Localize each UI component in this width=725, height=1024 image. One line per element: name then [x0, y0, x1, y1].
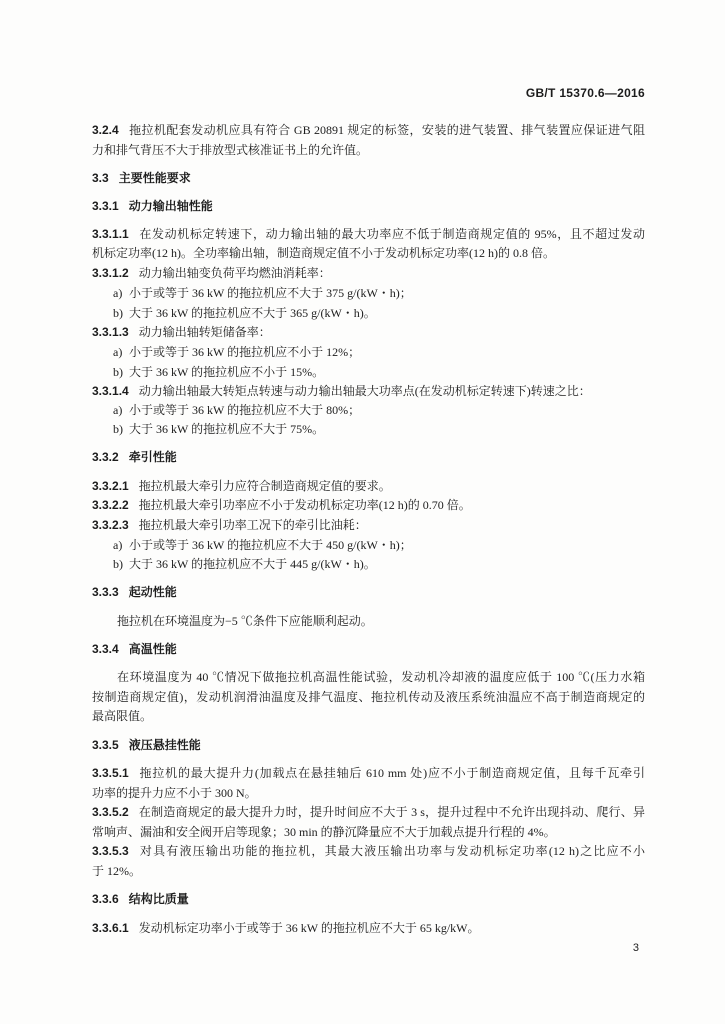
- section-title: 牵引性能: [128, 450, 177, 464]
- list-label: b): [113, 306, 123, 320]
- page-number: 3: [632, 942, 639, 954]
- list-label: a): [113, 538, 123, 552]
- list-label: b): [113, 557, 123, 571]
- paragraph-3-3-4-line-1: 在环境温度为 40 ℃情况下做拖拉机高温性能试验，发动机冷却液的温度应低于 100 ℃(压力水箱: [117, 670, 645, 684]
- list-item: [113, 420, 324, 438]
- section-heading-3-3-1: [92, 197, 213, 215]
- list-text: 大于 36 kW 的拖拉机应不小于 15%。: [129, 365, 325, 379]
- clause-3-3-5-1-line-2: 功率的提升力应不小于 300 N。: [92, 786, 257, 800]
- clause-3-2-4-line-1: [92, 121, 645, 139]
- clause-3-3-2-2: [92, 496, 471, 514]
- clause-number: 3.3.5.2: [92, 805, 129, 819]
- clause-3-3-5-2-line-2: 常响声、漏油和安全阀开启等现象；30 min 的静沉降量应不大于加载点提升行程的 4%。: [92, 825, 556, 839]
- clause-3-3-1-4: [92, 382, 591, 400]
- clause-3-3-5-2-line-1: [92, 803, 645, 821]
- list-text: 小于或等于 36 kW 的拖拉机应不大于 80%；: [129, 403, 361, 417]
- list-text: 小于或等于 36 kW 的拖拉机应不大于 375 g/(kW・h)；: [129, 286, 412, 300]
- section-number: 3.3.5: [92, 738, 119, 752]
- section-number: 3.3.2: [92, 450, 119, 464]
- section-heading-3-3-5: [92, 736, 201, 754]
- clause-number: 3.3.1.3: [92, 325, 129, 339]
- clause-text: 拖拉机最大牵引功率工况下的牵引比油耗：: [138, 518, 367, 532]
- list-item: [113, 304, 376, 322]
- clause-text: 动力输出轴最大转矩点转速与动力输出轴最大功率点(在发动机标定转速下)转速之比：: [138, 384, 591, 398]
- clause-3-3-1-1-line-1: [92, 225, 645, 243]
- section-title: 结构比质量: [128, 892, 189, 906]
- clause-number: 3.3.5.1: [92, 766, 129, 780]
- clause-number: 3.3.6.1: [92, 921, 129, 935]
- clause-text: 拖拉机最大牵引力应符合制造商规定值的要求。: [138, 479, 391, 493]
- clause-number: 3.3.1.4: [92, 384, 129, 398]
- list-text: 大于 36 kW 的拖拉机应不大于 445 g/(kW・h)。: [129, 557, 376, 571]
- list-label: a): [113, 403, 123, 417]
- clause-text: 动力输出轴转矩储备率：: [138, 325, 271, 339]
- standard-number-header: GB/T 15370.6—2016: [525, 86, 645, 100]
- list-text: 大于 36 kW 的拖拉机应不大于 75%。: [129, 422, 325, 436]
- clause-text: 拖拉机配套发动机应具有符合 GB 20891 规定的标签，安装的进气装置、排气装置应保证进气阻: [128, 123, 645, 137]
- section-heading-3-3-3: [92, 583, 177, 601]
- clause-text: 在制造商规定的最大提升力时，提升时间应不大于 3 s，提升过程中不允许出现抖动、爬行、异: [138, 805, 645, 819]
- list-item: [113, 363, 324, 381]
- section-title: 起动性能: [128, 585, 177, 599]
- clause-3-3-5-3-line-1: [92, 842, 645, 860]
- section-number: 3.3.4: [92, 642, 119, 656]
- clause-number: 3.3.2.1: [92, 479, 129, 493]
- clause-3-3-6-1: [92, 919, 479, 937]
- section-heading-3-3-6: [92, 890, 189, 908]
- clause-number: 3.3.2.3: [92, 518, 129, 532]
- section-title: 主要性能要求: [118, 171, 191, 185]
- clause-number: 3.2.4: [92, 123, 119, 137]
- clause-3-3-2-1: [92, 477, 391, 495]
- clause-3-2-4-line-2: 力和排气背压不大于排放型式核准证书上的允许值。: [92, 143, 369, 157]
- clause-text: 动力输出轴变负荷平均燃油消耗率：: [138, 266, 331, 280]
- clause-text: 拖拉机最大牵引功率应不小于发动机标定功率(12 h)的 0.70 倍。: [138, 498, 471, 512]
- section-number: 3.3: [92, 171, 109, 185]
- section-title: 动力输出轴性能: [128, 199, 213, 213]
- section-heading-3-3: [92, 169, 191, 187]
- clause-number: 3.3.2.2: [92, 498, 129, 512]
- list-label: b): [113, 365, 123, 379]
- clause-3-3-1-2: [92, 264, 331, 282]
- section-number: 3.3.3: [92, 585, 119, 599]
- paragraph-3-3-4-line-2: 按制造商规定值)，发动机润滑油温度及排气温度、拖拉机传动及液压系统油温应不高于制造商规定的: [92, 690, 645, 704]
- clause-text: 拖拉机的最大提升力(加载点在悬挂轴后 610 mm 处)应不小于制造商规定值，且每千瓦牵引: [138, 766, 645, 780]
- list-text: 大于 36 kW 的拖拉机应不大于 365 g/(kW・h)。: [129, 306, 376, 320]
- list-item: [113, 343, 360, 361]
- section-title: 液压悬挂性能: [128, 738, 201, 752]
- paragraph-3-3-4-line-3: 最高限值。: [92, 709, 153, 723]
- list-label: a): [113, 345, 123, 359]
- clause-number: 3.3.1.1: [92, 227, 129, 241]
- clause-3-3-5-1-line-1: [92, 764, 645, 782]
- section-number: 3.3.6: [92, 892, 119, 906]
- list-item: [113, 284, 412, 302]
- clause-3-3-1-3: [92, 323, 271, 341]
- clause-number: 3.3.5.3: [92, 844, 129, 858]
- clause-text: 对具有液压输出功能的拖拉机，其最大液压输出功率与发动机标定功率(12 h)之比应不小: [138, 844, 645, 858]
- clause-text: 在发动机标定转速下，动力输出轴的最大功率应不低于制造商规定值的 95%，且不超过发动: [138, 227, 645, 241]
- section-title: 高温性能: [128, 642, 177, 656]
- clause-text: 发动机标定功率小于或等于 36 kW 的拖拉机应不大于 65 kg/kW。: [138, 921, 480, 935]
- section-heading-3-3-2: [92, 448, 177, 466]
- section-number: 3.3.1: [92, 199, 119, 213]
- list-item: [113, 401, 360, 419]
- list-item: [113, 555, 376, 573]
- list-text: 小于或等于 36 kW 的拖拉机应不小于 12%；: [129, 345, 361, 359]
- list-label: a): [113, 286, 123, 300]
- clause-3-3-5-3-line-2: 于 12%。: [92, 864, 141, 878]
- section-heading-3-3-4: [92, 640, 177, 658]
- list-text: 小于或等于 36 kW 的拖拉机应不大于 450 g/(kW・h)；: [129, 538, 412, 552]
- clause-3-3-2-3: [92, 516, 367, 534]
- list-label: b): [113, 422, 123, 436]
- clause-number: 3.3.1.2: [92, 266, 129, 280]
- paragraph-3-3-3: 拖拉机在环境温度为−5 ℃条件下应能顺利起动。: [117, 614, 373, 628]
- clause-3-3-1-1-line-2: 机标定功率(12 h)。全功率输出轴，制造商规定值不小于发动机标定功率(12 h)的 0.8 倍。: [92, 246, 555, 260]
- list-item: [113, 536, 412, 554]
